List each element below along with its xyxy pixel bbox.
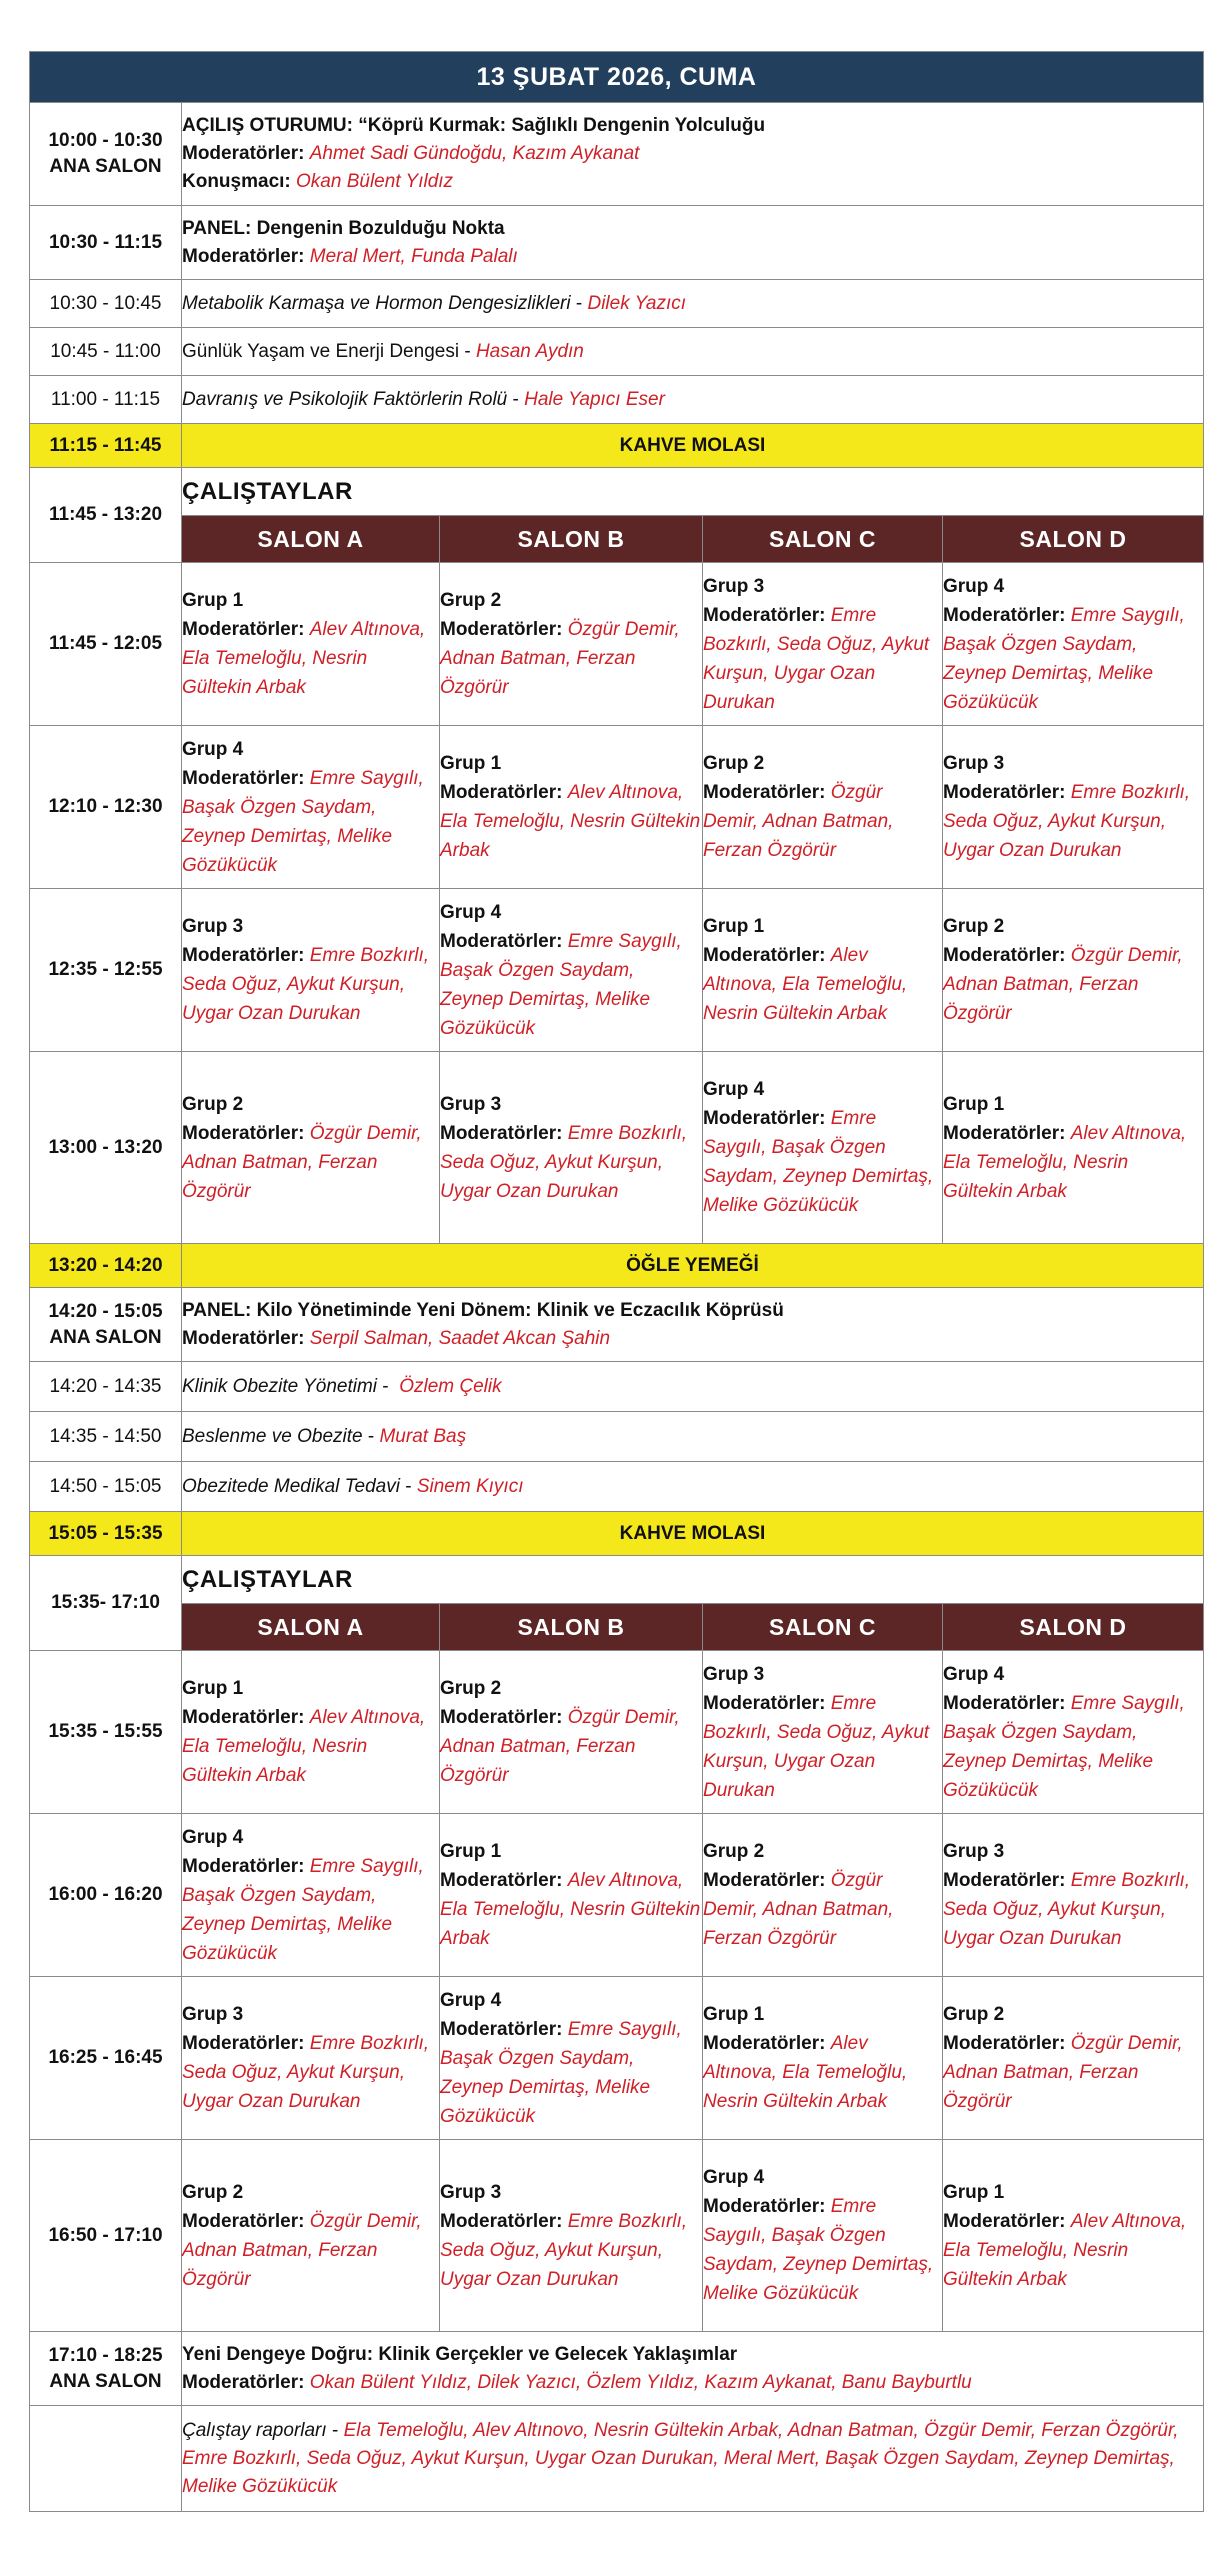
- moderators-names: Emre Bozkırlı, Seda Oğuz, Aykut Kurşun, Uygar Ozan Durukan: [440, 1122, 688, 1202]
- lunch-break-row: [30, 1244, 1204, 1288]
- workshop-heading: ÇALIŞTAYLAR: [182, 1556, 1204, 1604]
- moderators-names: Meral Mert, Funda Palalı: [309, 245, 518, 267]
- salon-header: SALON C: [703, 1604, 943, 1651]
- moderators-label: Moderatörler:: [182, 2033, 305, 2054]
- salon-header: SALON D: [943, 1604, 1204, 1651]
- group-name: Grup 4: [703, 1079, 765, 1100]
- group-name: Grup 4: [182, 1826, 244, 1848]
- workshop-row: [30, 1977, 1204, 2140]
- moderators-label: Moderatörler:: [182, 143, 305, 164]
- group-name: Grup 2: [703, 753, 765, 774]
- group-name: Grup 3: [182, 2004, 244, 2025]
- talk-time: 10:30 - 10:45: [30, 280, 182, 328]
- workshop-slot-time: 16:00 - 16:20: [30, 1814, 182, 1977]
- workshop-cell: [440, 726, 703, 889]
- moderators-names: Alev Altınova, Ela Temeloğlu, Nesrin Gültekin Arbak: [943, 1122, 1187, 1202]
- workshop-cell: [943, 1052, 1204, 1244]
- group-name: Grup 1: [943, 1093, 1005, 1115]
- workshop-row: [30, 2140, 1204, 2332]
- talk-row: [30, 376, 1204, 424]
- moderators-label: Moderatörler:: [182, 245, 305, 267]
- workshop-cell: [182, 1977, 440, 2140]
- workshop-row: [30, 889, 1204, 1052]
- opening-time-cell: [30, 103, 182, 206]
- moderators-label: Moderatörler:: [943, 1692, 1066, 1714]
- talk-separator: -: [399, 1475, 417, 1497]
- workshop-cell: [943, 1977, 1204, 2140]
- group-name: Grup 4: [943, 1663, 1005, 1685]
- moderators-label: Moderatörler:: [182, 2210, 305, 2232]
- moderators-label: Moderatörler:: [440, 2018, 563, 2040]
- talk-time: 11:00 - 11:15: [30, 376, 182, 424]
- talk-content: [182, 1412, 1204, 1462]
- moderators-label: Moderatörler:: [440, 619, 563, 640]
- talk-separator: -: [377, 1375, 400, 1397]
- moderators-label: Moderatörler:: [703, 945, 826, 966]
- talk-title: Obezitede Medikal Tedavi: [182, 1475, 400, 1497]
- talk-row: [30, 280, 1204, 328]
- session-venue: ANA SALON: [49, 1326, 162, 1348]
- moderators-names: Emre Bozkırlı, Seda Oğuz, Aykut Kurşun, Uygar Ozan Durukan: [182, 945, 430, 1024]
- group-name: Grup 3: [440, 2181, 502, 2203]
- talk-time: 14:50 - 15:05: [30, 1462, 182, 1512]
- moderators-names: Emre Saygılı, Başak Özgen Saydam, Zeynep Demirtaş, Melike Gözükücük: [440, 2018, 682, 2127]
- workshop-cell: [182, 563, 440, 726]
- opening-session-row: [30, 103, 1204, 206]
- moderators-label: Moderatörler:: [943, 945, 1066, 966]
- workshop-row: [30, 726, 1204, 889]
- workshop-cell: [703, 563, 943, 726]
- session-title: AÇILIŞ OTURUMU: “Köprü Kurmak: Sağlıklı Dengenin Yolculuğu: [182, 115, 766, 136]
- moderators-names: Emre Saygılı, Başak Özgen Saydam, Zeynep Demirtaş, Melike Gözükücük: [703, 2196, 934, 2304]
- break-label: ÖĞLE YEMEĞİ: [182, 1244, 1204, 1288]
- moderators-names: Ahmet Sadi Gündoğdu, Kazım Aykanat: [309, 143, 640, 164]
- moderators-names: Emre Bozkırlı, Seda Oğuz, Aykut Kurşun, Uygar Ozan Durukan: [703, 604, 930, 713]
- talk-row: [30, 1362, 1204, 1412]
- talk-separator: -: [459, 340, 476, 362]
- group-name: Grup 4: [182, 738, 244, 760]
- moderators-label: Moderatörler:: [440, 930, 563, 952]
- session-venue: ANA SALON: [49, 2370, 162, 2392]
- group-name: Grup 4: [943, 575, 1005, 597]
- moderators-label: Moderatörler:: [440, 1707, 563, 1728]
- coffee-break-row: [30, 424, 1204, 468]
- talk-time: 14:35 - 14:50: [30, 1412, 182, 1462]
- moderators-names: Özgür Demir, Adnan Batman, Ferzan Özgörür: [440, 619, 680, 698]
- moderators-names: Emre Bozkırlı, Seda Oğuz, Aykut Kurşun, Uygar Ozan Durukan: [943, 782, 1191, 861]
- workshop-cell: [440, 1651, 703, 1814]
- workshop-slot-time: 15:35 - 15:55: [30, 1651, 182, 1814]
- workshop-cell: [943, 726, 1204, 889]
- reports-content: [182, 2406, 1204, 2512]
- talk-speaker: Sinem Kıyıcı: [416, 1475, 524, 1497]
- closing-content: [182, 2332, 1204, 2406]
- group-name: Grup 2: [943, 916, 1005, 937]
- moderators-label: Moderatörler:: [182, 619, 305, 640]
- panel2-row: [30, 1288, 1204, 1362]
- workshop-cell: [703, 889, 943, 1052]
- workshop-cell: [440, 2140, 703, 2332]
- workshop-cell: [943, 2140, 1204, 2332]
- workshop-row: [30, 1052, 1204, 1244]
- workshop-cell: [943, 889, 1204, 1052]
- moderators-names: Alev Altınova, Ela Temeloğlu, Nesrin Gültekin Arbak: [182, 1707, 426, 1786]
- workshop-cell: [182, 726, 440, 889]
- group-name: Grup 3: [440, 1093, 502, 1115]
- speaker-label: Konuşmacı:: [182, 171, 291, 192]
- moderators-names: Alev Altınova, Ela Temeloğlu, Nesrin Gültekin Arbak: [182, 619, 426, 698]
- workshop-cell: [703, 726, 943, 889]
- moderators-label: Moderatörler:: [440, 1122, 563, 1144]
- moderators-names: Özgür Demir, Adnan Batman, Ferzan Özgörür: [440, 1707, 680, 1786]
- moderators-names: Emre Saygılı, Başak Özgen Saydam, Zeynep Demirtaş, Melike Gözükücük: [440, 930, 682, 1039]
- talk-speaker: Murat Baş: [379, 1425, 467, 1447]
- workshop-heading-row: [30, 468, 1204, 516]
- workshop-cell: [703, 1651, 943, 1814]
- moderators-names: Alev Altınova, Ela Temeloğlu, Nesrin Gültekin Arbak: [440, 782, 701, 861]
- talk-content: [182, 376, 1204, 424]
- speaker-name: Okan Bülent Yıldız: [296, 171, 454, 192]
- moderators-names: Özgür Demir, Adnan Batman, Ferzan Özgörür: [182, 2210, 422, 2290]
- workshop-cell: [182, 1052, 440, 1244]
- salon-header: SALON A: [182, 1604, 440, 1651]
- workshop-slot-time: 16:50 - 17:10: [30, 2140, 182, 2332]
- moderators-label: Moderatörler:: [182, 1122, 305, 1144]
- workshop-cell: [440, 563, 703, 726]
- group-name: Grup 2: [943, 2004, 1005, 2025]
- workshop-cell: [703, 1814, 943, 1977]
- talk-separator: -: [570, 292, 588, 314]
- talk-title: Davranış ve Psikolojik Faktörlerin Rolü: [182, 388, 508, 410]
- program-table: [29, 51, 1204, 2512]
- panel1-content: [182, 206, 1204, 280]
- salon-header: SALON C: [703, 516, 943, 563]
- break-label: KAHVE MOLASI: [182, 1512, 1204, 1556]
- talk-speaker: Dilek Yazıcı: [587, 292, 687, 314]
- moderators-names: Serpil Salman, Saadet Akcan Şahin: [309, 1327, 611, 1349]
- workshop-slot-time: 12:10 - 12:30: [30, 726, 182, 889]
- session-time: 17:10 - 18:25: [48, 2344, 163, 2366]
- group-name: Grup 2: [440, 1678, 502, 1699]
- group-name: Grup 3: [703, 1663, 765, 1685]
- panel1-row: [30, 206, 1204, 280]
- moderators-label: Moderatörler:: [943, 782, 1066, 803]
- group-name: Grup 4: [440, 1989, 502, 2011]
- moderators-label: Moderatörler:: [182, 945, 305, 966]
- moderators-label: Moderatörler:: [943, 604, 1066, 626]
- group-name: Grup 1: [703, 916, 765, 937]
- moderators-label: Moderatörler:: [943, 1870, 1066, 1891]
- group-name: Grup 2: [440, 590, 502, 611]
- break-time: 13:20 - 14:20: [30, 1244, 182, 1288]
- workshop-row: [30, 563, 1204, 726]
- session-time: 10:00 - 10:30: [48, 130, 163, 151]
- break-time: 15:05 - 15:35: [30, 1512, 182, 1556]
- group-name: Grup 1: [182, 1678, 244, 1699]
- group-name: Grup 1: [703, 2004, 765, 2025]
- talk-content: [182, 1462, 1204, 1512]
- moderators-label: Moderatörler:: [703, 1692, 826, 1714]
- workshop-cell: [943, 1651, 1204, 1814]
- workshop-cell: [182, 1814, 440, 1977]
- session-title: Yeni Dengeye Doğru: Klinik Gerçekler ve Gelecek Yaklaşımlar: [182, 2343, 738, 2365]
- moderators-names: Özgür Demir, Adnan Batman, Ferzan Özgörür: [943, 945, 1183, 1024]
- moderators-names: Okan Bülent Yıldız, Dilek Yazıcı, Özlem Yıldız, Kazım Aykanat, Banu Bayburtlu: [309, 2371, 972, 2393]
- workshop-slot-time: 12:35 - 12:55: [30, 889, 182, 1052]
- workshop-cell: [182, 2140, 440, 2332]
- moderators-names: Alev Altınova, Ela Temeloğlu, Nesrin Gültekin Arbak: [440, 1870, 701, 1949]
- group-name: Grup 4: [703, 2167, 765, 2188]
- group-name: Grup 2: [182, 2181, 244, 2203]
- moderators-names: Alev Altınova, Ela Temeloğlu, Nesrin Gültekin Arbak: [703, 2033, 908, 2112]
- talk-content: [182, 280, 1204, 328]
- moderators-label: Moderatörler:: [943, 2210, 1066, 2232]
- page-title: 13 ŞUBAT 2026, CUMA: [30, 52, 1204, 103]
- break-label: KAHVE MOLASI: [182, 424, 1204, 468]
- moderators-names: Alev Altınova, Ela Temeloğlu, Nesrin Gültekin Arbak: [703, 945, 908, 1024]
- moderators-label: Moderatörler:: [440, 782, 563, 803]
- moderators-names: Özgür Demir, Adnan Batman, Ferzan Özgörür: [703, 1870, 894, 1949]
- reports-label: Çalıştay raporları: [182, 2419, 327, 2441]
- group-name: Grup 1: [182, 590, 244, 611]
- workshop-cell: [182, 1651, 440, 1814]
- salon-header: SALON D: [943, 516, 1204, 563]
- title-row: [30, 52, 1204, 103]
- moderators-names: Emre Saygılı, Başak Özgen Saydam, Zeynep Demirtaş, Melike Gözükücük: [943, 1692, 1185, 1801]
- salon-header: SALON A: [182, 516, 440, 563]
- workshop-slot-time: 13:00 - 13:20: [30, 1052, 182, 1244]
- group-name: Grup 2: [703, 1841, 765, 1862]
- salon-header-row: [30, 516, 1204, 563]
- group-name: Grup 3: [943, 753, 1005, 774]
- talk-title: Beslenme ve Obezite: [182, 1425, 363, 1447]
- moderators-names: Emre Bozkırlı, Seda Oğuz, Aykut Kurşun, Uygar Ozan Durukan: [943, 1870, 1191, 1949]
- talk-time: 14:20 - 14:35: [30, 1362, 182, 1412]
- workshop-cell: [440, 1977, 703, 2140]
- workshop-time: 11:45 - 13:20: [30, 468, 182, 563]
- group-name: Grup 2: [182, 1093, 244, 1115]
- talk-title: Metabolik Karmaşa ve Hormon Dengesizlikleri: [182, 292, 571, 314]
- empty-time-cell: [30, 2406, 182, 2512]
- talk-row: [30, 1412, 1204, 1462]
- moderators-label: Moderatörler:: [182, 1855, 305, 1877]
- talk-time: 10:45 - 11:00: [30, 328, 182, 376]
- panel2-content: [182, 1288, 1204, 1362]
- workshop-cell: [943, 1814, 1204, 1977]
- talk-content: [182, 328, 1204, 376]
- talk-title: Günlük Yaşam ve Enerji Dengesi: [182, 340, 460, 362]
- closing-row: [30, 2332, 1204, 2406]
- workshop-heading: ÇALIŞTAYLAR: [182, 468, 1204, 516]
- moderators-label: Moderatörler:: [440, 2210, 563, 2232]
- workshop-time: 15:35- 17:10: [30, 1556, 182, 1651]
- session-time: 14:20 - 15:05: [48, 1300, 163, 1322]
- moderators-names: Alev Altınova, Ela Temeloğlu, Nesrin Gültekin Arbak: [943, 2210, 1187, 2290]
- session-venue: ANA SALON: [49, 156, 162, 177]
- moderators-label: Moderatörler:: [703, 1870, 826, 1891]
- workshop-row: [30, 1651, 1204, 1814]
- moderators-label: Moderatörler:: [703, 2033, 826, 2054]
- opening-content: [182, 103, 1204, 206]
- moderators-label: Moderatörler:: [182, 1327, 305, 1349]
- talk-speaker: Özlem Çelik: [399, 1375, 502, 1397]
- moderators-names: Emre Bozkırlı, Seda Oğuz, Aykut Kurşun, Uygar Ozan Durukan: [182, 2033, 430, 2112]
- talk-separator: -: [362, 1425, 380, 1447]
- workshop-cell: [440, 889, 703, 1052]
- workshop-slot-time: 16:25 - 16:45: [30, 1977, 182, 2140]
- group-name: Grup 3: [703, 575, 765, 597]
- talk-title: Klinik Obezite Yönetimi: [182, 1375, 378, 1397]
- group-name: Grup 1: [943, 2181, 1005, 2203]
- moderators-names: Özgür Demir, Adnan Batman, Ferzan Özgörür: [703, 782, 894, 861]
- talk-row: [30, 1462, 1204, 1512]
- workshop-cell: [703, 1052, 943, 1244]
- workshop-cell: [182, 889, 440, 1052]
- talk-content: [182, 1362, 1204, 1412]
- talk-separator: -: [507, 388, 525, 410]
- talk-row: [30, 328, 1204, 376]
- moderators-label: Moderatörler:: [182, 2371, 305, 2393]
- panel1-time: 10:30 - 11:15: [30, 206, 182, 280]
- talk-speaker: Hasan Aydın: [475, 340, 584, 362]
- session-title: PANEL: Kilo Yönetiminde Yeni Dönem: Klinik ve Eczacılık Köprüsü: [182, 1299, 784, 1321]
- moderators-label: Moderatörler:: [703, 782, 826, 803]
- moderators-names: Emre Bozkırlı, Seda Oğuz, Aykut Kurşun, Uygar Ozan Durukan: [440, 2210, 688, 2290]
- closing-time-cell: [30, 2332, 182, 2406]
- moderators-names: Özgür Demir, Adnan Batman, Ferzan Özgörür: [943, 2033, 1183, 2112]
- workshop-cell: [703, 2140, 943, 2332]
- group-name: Grup 1: [440, 1841, 502, 1862]
- reports-names: Ela Temeloğlu, Alev Altınovo, Nesrin Gültekin Arbak, Adnan Batman, Özgür Demir, Ferzan Özgörür, Emre Bozkırlı, Seda Oğuz, Aykut Kurşun, Uygar Ozan Durukan, Meral Mert, Başak Özgen Saydam, Zeynep Demirtaş, Melike Gözükücük: [182, 2419, 1179, 2497]
- salon-header: SALON B: [440, 1604, 703, 1651]
- talk-speaker: Hale Yapıcı Eser: [524, 388, 665, 410]
- workshop-row: [30, 1814, 1204, 1977]
- salon-header: SALON B: [440, 516, 703, 563]
- reports-row: [30, 2406, 1204, 2512]
- moderators-label: Moderatörler:: [703, 2196, 826, 2217]
- moderators-names: Emre Saygılı, Başak Özgen Saydam, Zeynep Demirtaş, Melike Gözükücük: [703, 1108, 934, 1216]
- session-title: PANEL: Dengenin Bozulduğu Nokta: [182, 217, 505, 239]
- moderators-label: Moderatörler:: [440, 1870, 563, 1891]
- moderators-names: Emre Saygılı, Başak Özgen Saydam, Zeynep Demirtaş, Melike Gözükücük: [182, 767, 424, 876]
- workshop-cell: [943, 563, 1204, 726]
- workshop-cell: [440, 1814, 703, 1977]
- group-name: Grup 4: [440, 901, 502, 923]
- moderators-names: Özgür Demir, Adnan Batman, Ferzan Özgörür: [182, 1122, 422, 1202]
- reports-separator: -: [326, 2419, 344, 2441]
- moderators-label: Moderatörler:: [703, 1108, 826, 1129]
- workshop-slot-time: 11:45 - 12:05: [30, 563, 182, 726]
- moderators-label: Moderatörler:: [943, 2033, 1066, 2054]
- workshop-heading-row: [30, 1556, 1204, 1604]
- panel2-time-cell: [30, 1288, 182, 1362]
- workshop-cell: [703, 1977, 943, 2140]
- group-name: Grup 3: [182, 916, 244, 937]
- group-name: Grup 3: [943, 1841, 1005, 1862]
- moderators-names: Emre Saygılı, Başak Özgen Saydam, Zeynep Demirtaş, Melike Gözükücük: [943, 604, 1185, 713]
- break-time: 11:15 - 11:45: [30, 424, 182, 468]
- moderators-label: Moderatörler:: [182, 767, 305, 789]
- moderators-names: Emre Saygılı, Başak Özgen Saydam, Zeynep Demirtaş, Melike Gözükücük: [182, 1855, 424, 1964]
- moderators-label: Moderatörler:: [943, 1122, 1066, 1144]
- salon-header-row: [30, 1604, 1204, 1651]
- moderators-label: Moderatörler:: [703, 604, 826, 626]
- moderators-names: Emre Bozkırlı, Seda Oğuz, Aykut Kurşun, Uygar Ozan Durukan: [703, 1692, 930, 1801]
- group-name: Grup 1: [440, 753, 502, 774]
- moderators-label: Moderatörler:: [182, 1707, 305, 1728]
- coffee-break-row-2: [30, 1512, 1204, 1556]
- workshop-cell: [440, 1052, 703, 1244]
